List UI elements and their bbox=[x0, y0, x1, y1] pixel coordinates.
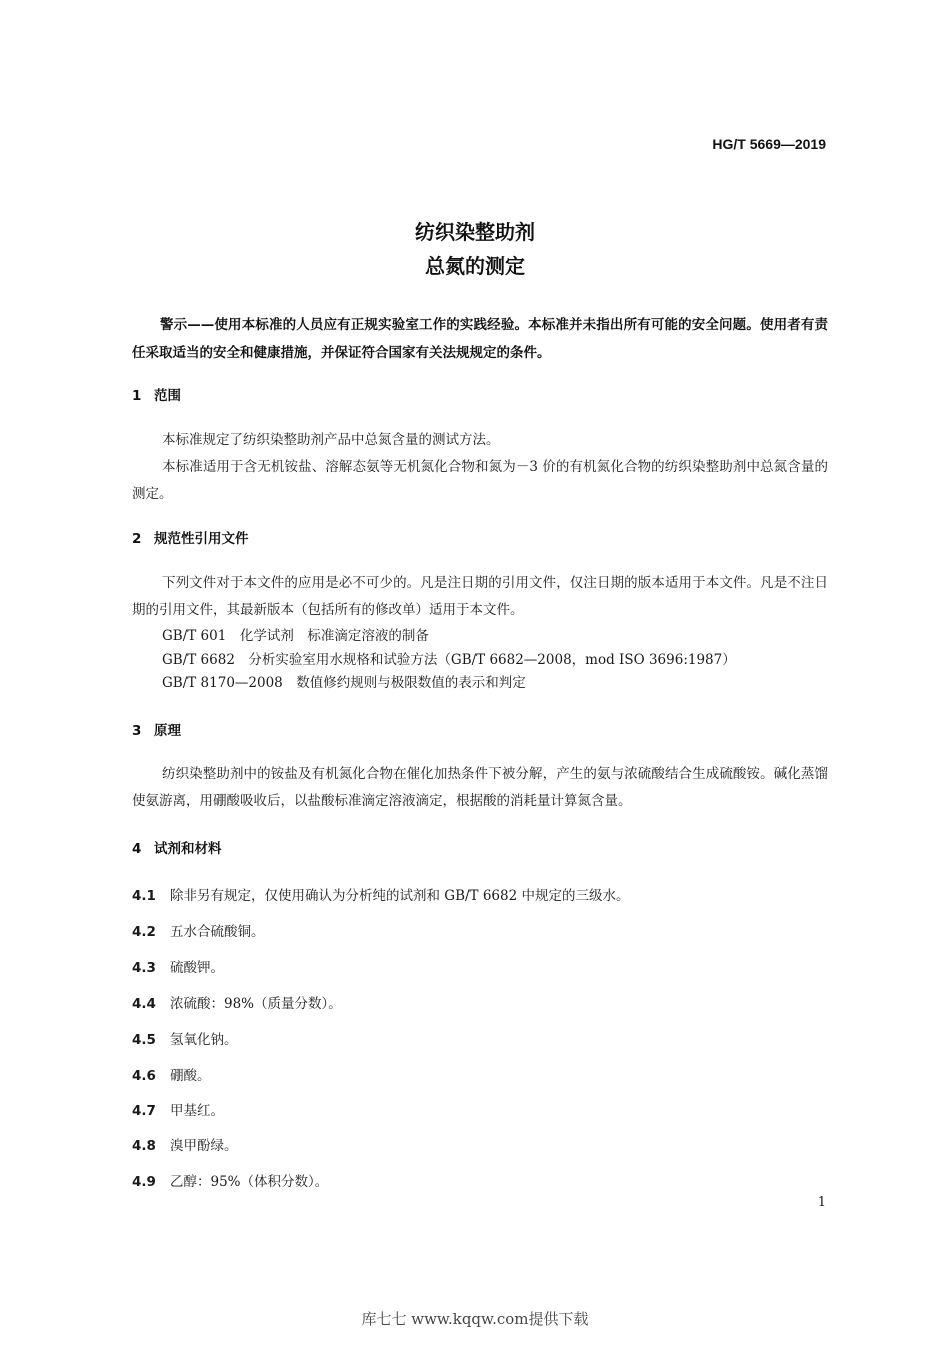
reference-item: GB/T 6682 分析实验室用水规格和试验方法（GB/T 6682—2008，mod ISO 3696:1987） bbox=[162, 652, 736, 668]
item-number: 4.7 bbox=[132, 1103, 156, 1119]
item-text: 乙醇：95%（体积分数）。 bbox=[170, 1174, 329, 1190]
item-number: 4.5 bbox=[132, 1032, 156, 1048]
standard-code: HG/T 5669—2019 bbox=[712, 136, 826, 152]
section-heading-scope bbox=[132, 384, 181, 404]
safety-warning: 警示——使用本标准的人员应有正规实验室工作的实践经验。本标准并未指出所有可能的安全问题。使用者有责任采取适当的安全和健康措施，并保证符合国家有关法规规定的条件。 bbox=[132, 317, 828, 361]
item-number: 4.6 bbox=[132, 1068, 156, 1084]
reagent-item bbox=[132, 1134, 238, 1154]
section-number: 1 bbox=[132, 388, 142, 404]
reagent-item bbox=[132, 1170, 328, 1190]
section-heading-reagents bbox=[132, 837, 222, 857]
item-number: 4.3 bbox=[132, 960, 156, 976]
item-number: 4.9 bbox=[132, 1174, 156, 1190]
document-title-line2: 总氮的测定 bbox=[425, 254, 525, 278]
item-text: 硼酸。 bbox=[170, 1068, 211, 1084]
reagent-item bbox=[132, 884, 630, 904]
section-number: 4 bbox=[132, 841, 142, 857]
section-number: 2 bbox=[132, 531, 142, 547]
section-title: 试剂和材料 bbox=[154, 841, 222, 857]
section-title: 范围 bbox=[154, 388, 181, 404]
reagent-item bbox=[132, 1099, 224, 1119]
principle-paragraph: 纺织染整助剂中的铵盐及有机氮化合物在催化加热条件下被分解，产生的氨与浓硫酸结合生成硫酸铵。碱化蒸馏使氨游离，用硼酸吸收后，以盐酸标准滴定溶液滴定，根据酸的消耗量计算氮含量。 bbox=[132, 766, 828, 809]
item-number: 4.2 bbox=[132, 924, 156, 940]
section-title: 原理 bbox=[154, 723, 181, 739]
item-number: 4.4 bbox=[132, 996, 156, 1012]
item-number: 4.1 bbox=[132, 888, 156, 904]
reference-item: GB/T 8170—2008 数值修约规则与极限数值的表示和判定 bbox=[162, 675, 526, 691]
item-number: 4.8 bbox=[132, 1138, 156, 1154]
item-text: 氢氧化钠。 bbox=[170, 1032, 238, 1048]
scope-paragraph-2: 本标准适用于含无机铵盐、溶解态氨等无机氮化合物和氮为－3 价的有机氮化合物的纺织染整助剂中总氮含量的测定。 bbox=[132, 459, 828, 502]
document-title-line1: 纺织染整助剂 bbox=[415, 220, 535, 244]
reagent-item bbox=[132, 992, 342, 1012]
download-watermark-footer: 库七七 www.kqqw.com提供下载 bbox=[361, 1310, 589, 1328]
reagent-item bbox=[132, 1064, 211, 1084]
section-heading-normative-references bbox=[132, 527, 249, 547]
section-number: 3 bbox=[132, 723, 142, 739]
section-heading-principle bbox=[132, 719, 181, 739]
item-text: 甲基红。 bbox=[170, 1103, 224, 1119]
scope-paragraph-1: 本标准规定了纺织染整助剂产品中总氮含量的测试方法。 bbox=[162, 432, 500, 448]
reference-item: GB/T 601 化学试剂 标准滴定溶液的制备 bbox=[162, 628, 429, 644]
item-text: 五水合硫酸铜。 bbox=[170, 924, 265, 940]
item-text: 溴甲酚绿。 bbox=[170, 1138, 238, 1154]
item-text: 浓硫酸：98%（质量分数）。 bbox=[170, 996, 342, 1012]
page-number: 1 bbox=[817, 1195, 826, 1210]
reagent-item bbox=[132, 956, 224, 976]
reagent-item bbox=[132, 920, 265, 940]
references-intro-paragraph: 下列文件对于本文件的应用是必不可少的。凡是注日期的引用文件，仅注日期的版本适用于本文件。凡是不注日期的引用文件，其最新版本（包括所有的修改单）适用于本文件。 bbox=[132, 575, 828, 618]
section-title: 规范性引用文件 bbox=[154, 531, 249, 547]
reagent-item bbox=[132, 1028, 238, 1048]
item-text: 硫酸钾。 bbox=[170, 960, 224, 976]
item-text: 除非另有规定，仅使用确认为分析纯的试剂和 GB/T 6682 中规定的三级水。 bbox=[170, 888, 630, 904]
